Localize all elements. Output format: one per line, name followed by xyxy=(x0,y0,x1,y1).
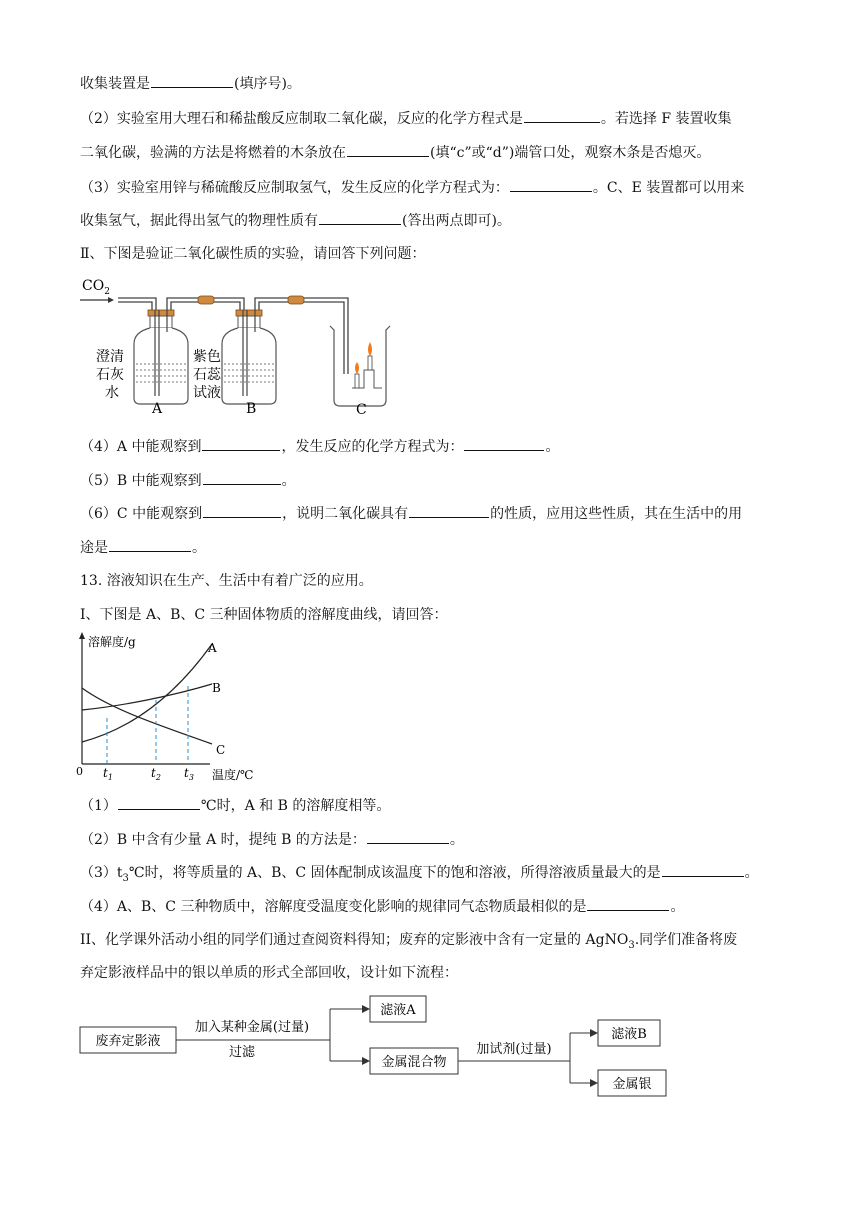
s1-line xyxy=(80,795,390,816)
y-arrow-icon xyxy=(79,632,85,639)
label-a-3: 水 xyxy=(105,385,119,401)
text: 。 xyxy=(545,439,560,455)
rubber-joint xyxy=(288,296,304,304)
rubber-joint xyxy=(198,296,214,304)
text: 。若选择 F 装置收集 xyxy=(600,111,732,127)
text: （3）t xyxy=(80,865,123,881)
text: II、化学课外活动小组的同学们通过查阅资料得知；废弃的定影液中含有一定量的 AgNO xyxy=(80,932,629,948)
part2-line2: 弃定影液样品中的银以单质的形式全部回收，设计如下流程： xyxy=(80,965,458,981)
text: 。 xyxy=(744,865,759,881)
answer-blank[interactable] xyxy=(464,436,544,451)
arrow-icon xyxy=(362,1005,370,1013)
text: 收集氢气，据此得出氢气的物理性质有 xyxy=(80,213,318,229)
answer-blank[interactable] xyxy=(203,503,281,518)
collect-device-line xyxy=(80,73,301,94)
curve-c-label: C xyxy=(216,743,226,757)
q3-line2 xyxy=(80,210,511,231)
q5-line xyxy=(80,470,296,491)
box-start-label: 废弃定影液 xyxy=(95,1034,161,1049)
t1-label: $t_1$ xyxy=(103,766,113,782)
text: ，发生反应的化学方程式为： xyxy=(281,439,464,455)
text: （4）A、B、C 三种物质中，溶解度受温度变化影响的规律同气态物质最相似的是 xyxy=(80,899,587,915)
subscript: 3 xyxy=(628,939,635,951)
text: 途是 xyxy=(80,540,108,556)
text: （3）实验室用锌与稀硫酸反应制取氢气，发生反应的化学方程式为： xyxy=(80,180,509,196)
text: ℃时，将等质量的 A、B、C 固体配制成该温度下的饱和溶液，所得溶液质量最大的是 xyxy=(128,865,661,881)
box-metal-mix-label: 金属混合物 xyxy=(381,1055,447,1070)
answer-blank[interactable] xyxy=(202,436,280,451)
text: (答出两点即可)。 xyxy=(402,213,511,229)
text: （1） xyxy=(80,798,117,814)
bottle-b xyxy=(222,310,276,404)
answer-blank[interactable] xyxy=(109,537,191,552)
label-a-1: 澄清 xyxy=(96,349,124,365)
text: ℃时，A 和 B 的溶解度相等。 xyxy=(200,798,391,814)
answer-blank[interactable] xyxy=(409,503,489,518)
t2-label: $t_2$ xyxy=(151,766,161,782)
answer-blank[interactable] xyxy=(587,896,669,911)
y-axis-label: 溶解度/g xyxy=(88,635,136,649)
part2-line1 xyxy=(80,930,737,956)
text: 。 xyxy=(281,473,296,489)
box-silver-label: 金属银 xyxy=(612,1077,652,1092)
text: （6）C 中能观察到 xyxy=(80,506,203,522)
text: （2）B 中含有少量 A 时，提纯 B 的方法是： xyxy=(80,832,366,848)
q2-line1 xyxy=(80,108,732,129)
origin-label: 0 xyxy=(76,765,83,778)
answer-blank[interactable] xyxy=(347,142,429,157)
label-a-2: 石灰 xyxy=(96,367,124,383)
arrow-head-icon xyxy=(108,297,114,303)
text: （2）实验室用大理石和稀盐酸反应制取二氧化碳，反应的化学方程式是 xyxy=(80,111,523,127)
q13-title: 13. 溶液知识在生产、生活中有着广泛的应用。 xyxy=(80,573,373,589)
arrow-icon xyxy=(362,1057,370,1065)
text: 收集装置是 xyxy=(80,76,150,92)
beaker-c xyxy=(330,326,390,406)
answer-blank[interactable] xyxy=(203,470,281,485)
label-b-2: 石蕊 xyxy=(193,367,221,383)
text: 二氧化碳，验满的方法是将燃着的木条放在 xyxy=(80,145,346,161)
curve-a-label: A xyxy=(208,641,217,655)
co2-apparatus-figure xyxy=(76,270,406,420)
step2-label: 加试剂(过量) xyxy=(476,1042,552,1057)
arrow-icon xyxy=(590,1029,598,1037)
solubility-chart xyxy=(72,630,272,782)
s4-line xyxy=(80,896,684,917)
s2-line xyxy=(80,829,464,850)
label-C: C xyxy=(356,402,367,418)
box-filtrate-b-label: 滤液B xyxy=(611,1027,647,1042)
arrow-icon xyxy=(590,1079,598,1087)
label-b-1: 紫色 xyxy=(193,349,221,365)
text: （5）B 中能观察到 xyxy=(80,473,202,489)
q4-line xyxy=(80,436,559,457)
text: （4）A 中能观察到 xyxy=(80,439,202,455)
answer-blank[interactable] xyxy=(151,73,233,88)
label-B: B xyxy=(246,401,257,417)
answer-blank[interactable] xyxy=(662,862,744,877)
text: 。C、E 装置都可以用来 xyxy=(592,180,745,196)
answer-blank[interactable] xyxy=(118,795,200,810)
text: 。 xyxy=(192,540,206,556)
answer-blank[interactable] xyxy=(524,108,600,123)
s3-line xyxy=(80,862,759,889)
label-b-3: 试液 xyxy=(193,385,221,401)
step1-sublabel: 过滤 xyxy=(228,1045,256,1060)
text: .同学们准备将废 xyxy=(634,932,738,948)
label-A: A xyxy=(152,401,163,417)
q6-line2 xyxy=(80,537,206,558)
text: 。 xyxy=(449,832,464,848)
co2-label: $CO_2$ xyxy=(82,278,110,297)
curve-a xyxy=(82,644,212,742)
text: (填序号)。 xyxy=(234,76,301,92)
q2-line2 xyxy=(80,142,710,163)
step1-label: 加入某种金属(过量) xyxy=(194,1020,310,1035)
part2-heading: Ⅱ、下图是验证二氧化碳性质的实验，请回答下列问题： xyxy=(80,246,426,262)
recovery-flowchart xyxy=(76,995,696,1105)
text: 。 xyxy=(670,899,685,915)
q3-line1 xyxy=(80,177,744,198)
answer-blank[interactable] xyxy=(367,829,449,844)
box-filtrate-a-label: 滤液A xyxy=(380,1003,416,1018)
text: (填“c”或“d”)端管口处，观察木条是否熄灭。 xyxy=(430,145,711,161)
x-axis-label: 温度/℃ xyxy=(212,768,254,782)
text: ，说明二氧化碳具有 xyxy=(282,506,409,522)
bottle-a xyxy=(134,310,188,404)
curve-b xyxy=(82,684,212,710)
answer-blank[interactable] xyxy=(319,210,401,225)
subscript: 3 xyxy=(122,872,129,884)
text: 的性质，应用这些性质，其在生活中的用 xyxy=(490,506,743,522)
t3-label: $t_3$ xyxy=(184,766,194,782)
answer-blank[interactable] xyxy=(510,177,592,192)
curve-b-label: B xyxy=(212,681,221,695)
q6-line1 xyxy=(80,503,742,524)
q13-part1: I、下图是 A、B、C 三种固体物质的溶解度曲线，请回答： xyxy=(80,607,448,623)
